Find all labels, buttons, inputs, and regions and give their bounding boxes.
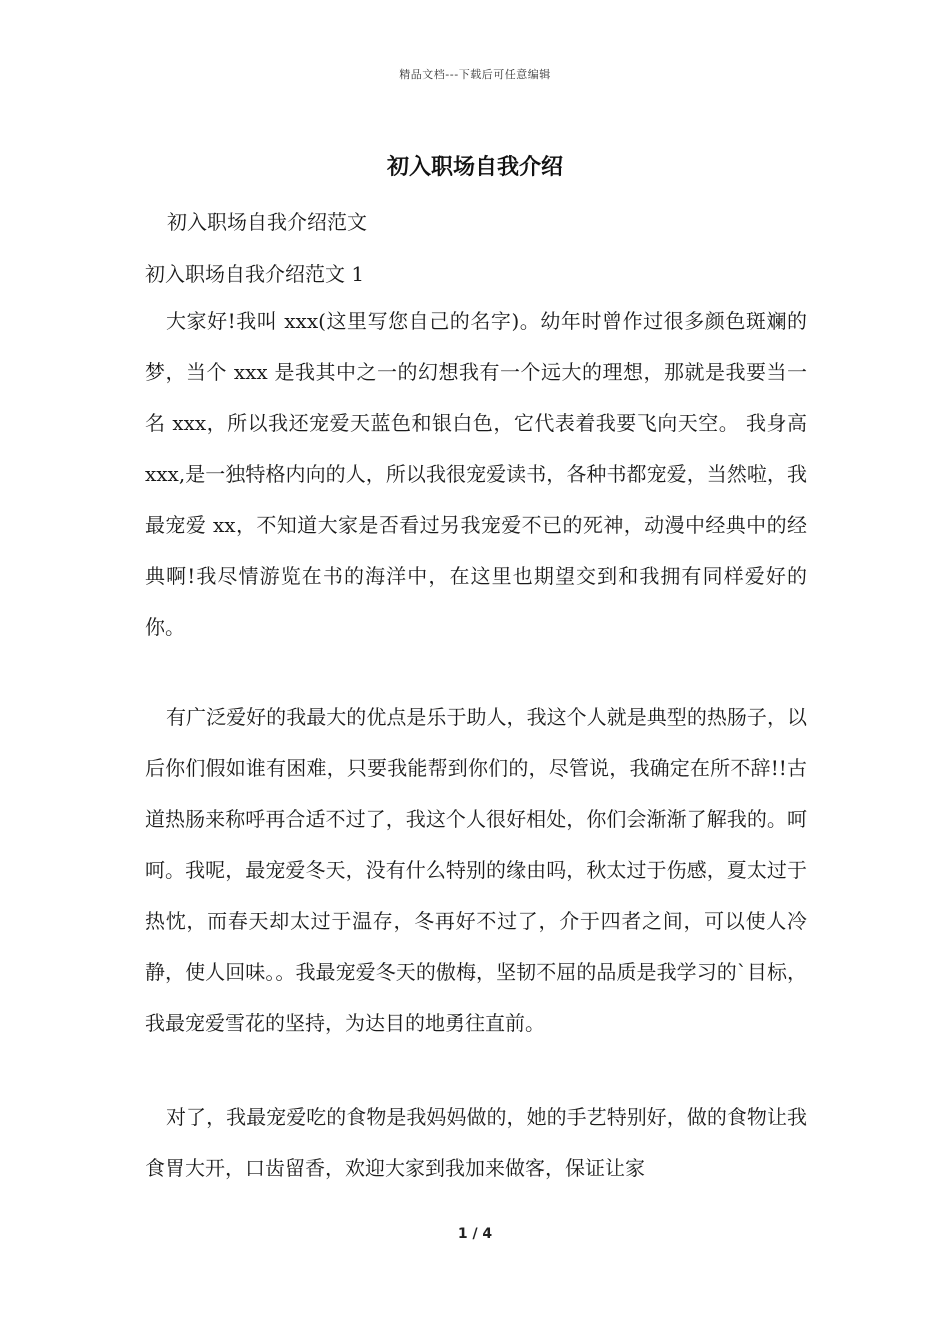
paragraph-hobbies: 有广泛爱好的我最大的优点是乐于助人，我这个人就是典型的热肠子，以后你们假如谁有困难，只要我能帮到你们的，尽管说，我确定在所不辞!!古道热肠来称呼再合适不过了，我这个人很好相处，你们会渐渐了解我的。呵呵。我呢，最宠爱冬天，没有什么特别的缘由吗，秋太过于伤感，夏太过于热忱，而春天却太过于温存，冬再好不过了，介于四者之间，可以使人冷静，使人回味。。我最宠爱冬天的傲梅，坚韧不屈的品质是我学习的`目标，我最宠爱雪花的坚持，为达目的地勇往直前。 — [145, 705, 807, 1035]
document-subtitle: 初入职场自我介绍范文 — [167, 210, 367, 234]
paragraph-intro: 大家好!我叫 xxx(这里写您自己的名字)。幼年时曾作过很多颜色斑斓的梦，当个 xxx 是我其中之一的幻想我有一个远大的理想，那就是我要当一名 xxx，所以我还宠爱天蓝色和银白色，它代表着我要飞向天空。 我身高 xxx,是一独特格内向的人，所以我很宠爱读书，各种书都宠爱，当然啦，我最宠爱 xx，不知道大家是否看过另我宠爱不已的死神，动漫中经典中的经典啊!我尽情游览在书的海洋中，在这里也期望交到和我拥有同样爱好的你。 — [145, 309, 807, 639]
header-note: 精品文档---下载后可任意编辑 — [399, 68, 551, 81]
paragraph-food: 对了，我最宠爱吃的食物是我妈妈做的，她的手艺特别好，做的食物让我食胃大开，口齿留香，欢迎大家到我加来做客，保证让家 — [145, 1105, 807, 1180]
section-heading: 初入职场自我介绍范文 1 — [145, 262, 365, 286]
page-number: 1 / 4 — [457, 1226, 493, 1242]
document-title: 初入职场自我介绍 — [386, 154, 563, 180]
